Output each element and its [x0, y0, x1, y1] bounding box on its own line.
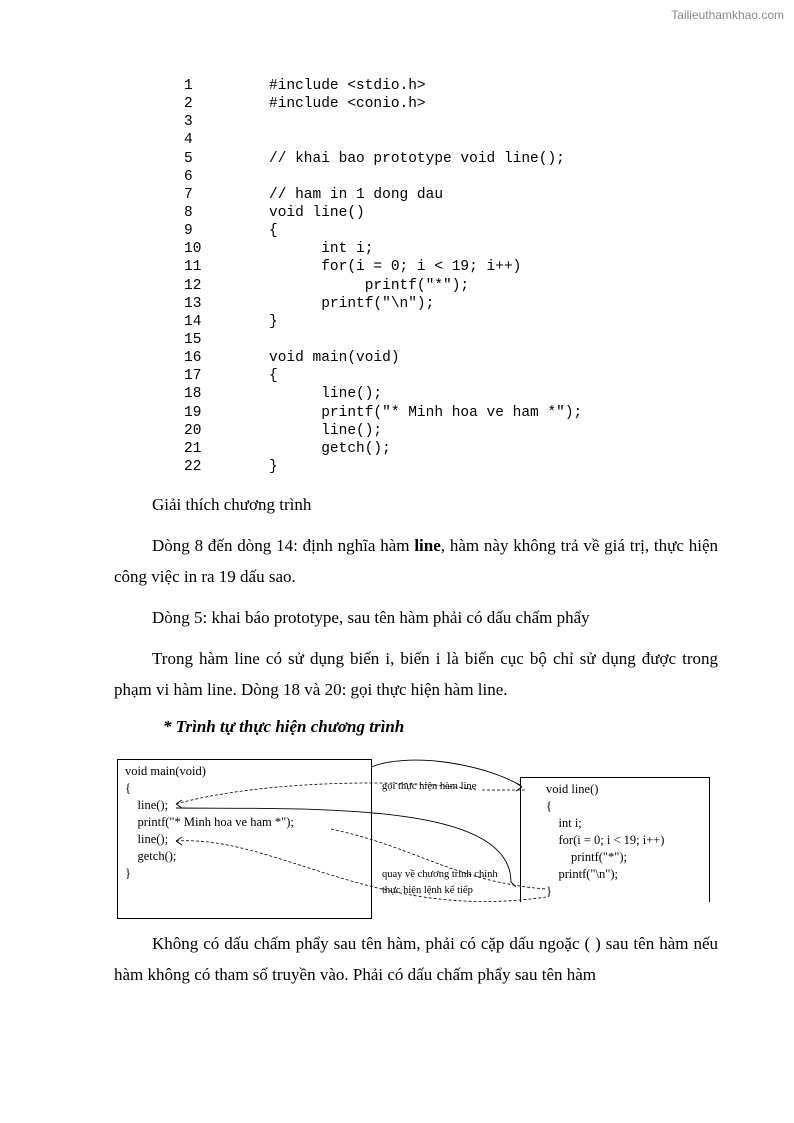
para4-text: Không có dấu chấm phẩy sau tên hàm, phải có cặp dấu ngoặc ( ) sau tên hàm nếu hàm không có tham số truyền vào. Phải có dấu chấm phẩy sau tên hàm	[114, 934, 718, 984]
line-number: 20	[184, 422, 202, 439]
line-number: 14	[184, 313, 202, 330]
return-dashed-third	[176, 841, 546, 902]
diagram-code-line: getch();	[125, 849, 177, 863]
para2-text: Dòng 5: khai báo prototype, sau tên hàm phải có dấu chấm phẩy	[152, 608, 590, 627]
line-number: 5	[184, 150, 193, 167]
call-label: gọi thực hiện hàm line	[382, 781, 477, 792]
code-text: void line()	[269, 204, 365, 221]
code-text: }	[269, 313, 278, 330]
return-arrow-first-call	[176, 808, 516, 887]
para1-text-before: Dòng 8 đến dòng 14: định nghĩa hàm	[152, 536, 415, 555]
code-text: void main(void)	[269, 350, 400, 367]
diagram-code-line: {	[125, 781, 131, 795]
return-label-2: thực hiện lệnh kế tiếp	[382, 885, 473, 896]
paragraph-prototype	[114, 602, 718, 633]
code-text: for(i = 0; i < 19; i++)	[269, 259, 522, 276]
diagram-code-line: printf("*");	[546, 850, 628, 864]
diagram-code-line: printf("\n");	[546, 867, 618, 881]
call-arrow-top	[371, 760, 520, 785]
diagram-code-line: void main(void)	[125, 764, 206, 778]
line-number: 19	[184, 404, 202, 421]
explanation-title-text: Giải thích chương trình	[152, 495, 312, 514]
line-number: 16	[184, 350, 202, 367]
diagram-code-line: }	[546, 884, 552, 898]
line-number: 1	[184, 78, 193, 94]
line-number: 21	[184, 440, 202, 457]
line-number: 11	[184, 259, 202, 276]
paragraph-line-definition	[114, 530, 718, 592]
line-number: 15	[184, 331, 202, 348]
line-number: 6	[184, 168, 193, 185]
diagram-code-line: printf("* Minh hoa ve ham *");	[125, 815, 294, 829]
code-text: }	[269, 458, 278, 475]
code-text: printf("* Minh hoa ve ham *");	[269, 404, 583, 421]
para1-text-after: , hàm này không trả về giá trị, thực hiện công việc in ra 19 dấu sao.	[114, 536, 718, 586]
code-text: #include <stdio.h>	[269, 78, 426, 94]
flow-arrows	[116, 757, 716, 922]
line-number: 9	[184, 223, 193, 240]
return-dashed-second	[331, 829, 546, 889]
line-number: 22	[184, 458, 202, 475]
line-number: 10	[184, 241, 202, 258]
line-number: 8	[184, 204, 193, 221]
line-number: 3	[184, 114, 193, 131]
line-number: 13	[184, 295, 202, 312]
watermark: Tailieuthamkhao.com	[671, 8, 784, 22]
paragraph-local-variable	[114, 643, 718, 705]
code-text: getch();	[269, 440, 391, 457]
call-from-first-line-dashed	[176, 783, 476, 804]
diagram-code-line: line();	[125, 832, 169, 846]
line-number: 4	[184, 132, 193, 149]
diagram-code-line: void line()	[546, 782, 599, 796]
para3-text: Trong hàm line có sử dụng biến i, biến i là biến cục bộ chỉ sử dụng được trong phạm vi hàm line. Dòng 18 và 20: gọi thực hiện hàm line.	[114, 649, 718, 699]
code-text: {	[269, 368, 278, 385]
paragraph-semicolon-rule	[114, 928, 718, 990]
line-number: 17	[184, 368, 202, 385]
line-number: 18	[184, 386, 202, 403]
code-text: {	[269, 223, 278, 240]
para1-bold-line: line	[414, 536, 441, 555]
diagram-code-line: int i;	[546, 816, 582, 830]
code-text: line();	[269, 422, 383, 439]
code-text: int i;	[269, 241, 374, 258]
line-number: 7	[184, 186, 193, 203]
code-text: #include <conio.h>	[269, 96, 426, 113]
diagram-code-line: {	[546, 799, 552, 813]
diagram-code-line: }	[125, 866, 131, 880]
explanation-title	[114, 489, 718, 520]
code-text: line();	[269, 386, 383, 403]
diagram-code-line: for(i = 0; i < 19; i++)	[546, 833, 665, 847]
code-text: printf("\n");	[269, 295, 435, 312]
code-text: // ham in 1 dong dau	[269, 186, 444, 203]
line-number: 12	[184, 277, 202, 294]
return-label-1: quay về chương trình chính	[382, 869, 498, 880]
diagram-code-line: line();	[125, 798, 169, 812]
code-text: // khai bao prototype void line();	[269, 150, 565, 167]
execution-flow-diagram	[116, 757, 716, 922]
line-number: 2	[184, 96, 193, 113]
code-text: printf("*");	[269, 277, 470, 294]
section-heading: * Trình tự thực hiện chương trình	[163, 717, 405, 736]
